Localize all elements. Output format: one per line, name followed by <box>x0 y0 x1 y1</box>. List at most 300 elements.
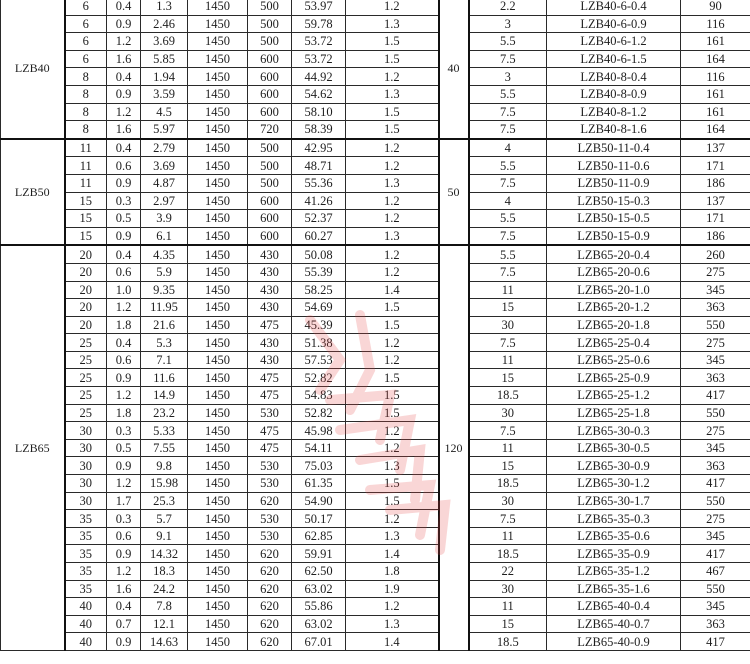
flow-cell: 8 <box>65 68 107 86</box>
efficiency-cell: 58.25 <box>292 281 346 299</box>
head-cell: 0.4 <box>107 598 141 616</box>
price-cell: 164 <box>681 50 750 68</box>
power-cell: 5.85 <box>141 50 188 68</box>
motor-power-cell: 7.5 <box>469 510 547 528</box>
npsh-cell: 500 <box>248 139 292 157</box>
npsh-cell: 430 <box>248 245 292 263</box>
power-cell: 14.9 <box>141 387 188 405</box>
weight-cell: 1.3 <box>346 174 439 192</box>
table-row <box>1 334 750 352</box>
weight-cell: 1.5 <box>346 404 439 422</box>
pump-model-cell: LZB40-8-1.6 <box>547 121 681 139</box>
table-row <box>1 245 750 263</box>
pump-model-cell: LZB50-15-0.9 <box>547 227 681 245</box>
price-cell: 275 <box>681 422 750 440</box>
speed-cell: 1450 <box>188 121 248 139</box>
price-cell: 363 <box>681 615 750 633</box>
power-cell: 5.33 <box>141 422 188 440</box>
flow-cell: 6 <box>65 50 107 68</box>
price-cell: 161 <box>681 33 750 51</box>
npsh-cell: 600 <box>248 50 292 68</box>
flow-cell: 30 <box>65 422 107 440</box>
price-cell: 363 <box>681 299 750 317</box>
head-cell: 0.4 <box>107 139 141 157</box>
weight-cell: 1.8 <box>346 563 439 581</box>
price-cell: 186 <box>681 227 750 245</box>
motor-power-cell: 30 <box>469 316 547 334</box>
speed-cell: 1450 <box>188 492 248 510</box>
pump-model-cell: LZB65-35-0.6 <box>547 527 681 545</box>
efficiency-cell: 62.50 <box>292 563 346 581</box>
weight-cell: 1.5 <box>346 369 439 387</box>
table-row <box>1 227 750 245</box>
table-row <box>1 457 750 475</box>
motor-power-cell: 7.5 <box>469 422 547 440</box>
efficiency-cell: 52.82 <box>292 404 346 422</box>
power-cell: 1.3 <box>141 0 188 15</box>
efficiency-cell: 54.90 <box>292 492 346 510</box>
head-cell: 1.2 <box>107 103 141 121</box>
table-row <box>1 157 750 175</box>
motor-power-cell: 7.5 <box>469 334 547 352</box>
motor-power-cell: 3 <box>469 15 547 33</box>
motor-power-cell: 11 <box>469 351 547 369</box>
flow-cell: 35 <box>65 527 107 545</box>
head-cell: 0.9 <box>107 174 141 192</box>
motor-power-cell: 18.5 <box>469 387 547 405</box>
motor-power-cell: 18.5 <box>469 633 547 651</box>
speed-cell: 1450 <box>188 387 248 405</box>
flow-cell: 40 <box>65 598 107 616</box>
pump-model-cell: LZB65-40-0.9 <box>547 633 681 651</box>
table-row <box>1 369 750 387</box>
pump-model-cell: LZB40-8-1.2 <box>547 103 681 121</box>
price-cell: 186 <box>681 174 750 192</box>
power-cell: 11.6 <box>141 369 188 387</box>
pump-model-cell: LZB65-30-0.5 <box>547 439 681 457</box>
pump-model-cell: LZB65-30-1.7 <box>547 492 681 510</box>
flow-cell: 35 <box>65 563 107 581</box>
npsh-cell: 620 <box>248 615 292 633</box>
weight-cell: 1.2 <box>346 334 439 352</box>
head-cell: 0.9 <box>107 85 141 103</box>
npsh-cell: 600 <box>248 210 292 228</box>
power-cell: 9.8 <box>141 457 188 475</box>
price-cell: 467 <box>681 563 750 581</box>
table-row <box>1 139 750 157</box>
price-cell: 345 <box>681 527 750 545</box>
pump-model-cell: LZB40-6-1.2 <box>547 33 681 51</box>
flow-cell: 35 <box>65 510 107 528</box>
price-cell: 417 <box>681 387 750 405</box>
weight-cell: 1.4 <box>346 281 439 299</box>
pump-model-cell: LZB40-6-0.9 <box>547 15 681 33</box>
power-cell: 5.9 <box>141 263 188 281</box>
table-row <box>1 615 750 633</box>
efficiency-cell: 50.17 <box>292 510 346 528</box>
efficiency-cell: 59.78 <box>292 15 346 33</box>
efficiency-cell: 54.69 <box>292 299 346 317</box>
weight-cell: 1.2 <box>346 0 439 15</box>
table-row <box>1 121 750 139</box>
pump-model-cell: LZB65-20-1.0 <box>547 281 681 299</box>
power-cell: 7.55 <box>141 439 188 457</box>
weight-cell: 1.5 <box>346 121 439 139</box>
pump-model-cell: LZB65-30-1.2 <box>547 475 681 493</box>
motor-power-cell: 7.5 <box>469 174 547 192</box>
power-cell: 9.1 <box>141 527 188 545</box>
efficiency-cell: 53.72 <box>292 50 346 68</box>
speed-cell: 1450 <box>188 299 248 317</box>
head-cell: 0.5 <box>107 439 141 457</box>
pump-model-cell: LZB65-25-1.8 <box>547 404 681 422</box>
weight-cell: 1.5 <box>346 387 439 405</box>
price-cell: 171 <box>681 157 750 175</box>
pump-model-cell: LZB65-40-0.4 <box>547 598 681 616</box>
speed-cell: 1450 <box>188 598 248 616</box>
pump-model-cell: LZB65-35-1.2 <box>547 563 681 581</box>
price-cell: 116 <box>681 68 750 86</box>
power-cell: 3.69 <box>141 157 188 175</box>
flow-cell: 15 <box>65 227 107 245</box>
pump-model-cell: LZB40-8-0.9 <box>547 85 681 103</box>
price-cell: 345 <box>681 598 750 616</box>
npsh-cell: 475 <box>248 369 292 387</box>
flow-cell: 25 <box>65 369 107 387</box>
pump-model-cell: LZB40-6-1.5 <box>547 50 681 68</box>
pump-model-cell: LZB65-25-0.6 <box>547 351 681 369</box>
flow-cell: 20 <box>65 263 107 281</box>
speed-cell: 1450 <box>188 139 248 157</box>
price-cell: 90 <box>681 0 750 15</box>
speed-cell: 1450 <box>188 0 248 15</box>
motor-power-cell: 5.5 <box>469 33 547 51</box>
pump-model-cell: LZB65-30-0.9 <box>547 457 681 475</box>
npsh-cell: 620 <box>248 545 292 563</box>
head-cell: 0.6 <box>107 157 141 175</box>
efficiency-cell: 57.53 <box>292 351 346 369</box>
motor-power-cell: 15 <box>469 369 547 387</box>
npsh-cell: 475 <box>248 422 292 440</box>
speed-cell: 1450 <box>188 103 248 121</box>
efficiency-cell: 42.95 <box>292 139 346 157</box>
motor-power-cell: 30 <box>469 492 547 510</box>
weight-cell: 1.2 <box>346 157 439 175</box>
head-cell: 0.7 <box>107 615 141 633</box>
npsh-cell: 600 <box>248 227 292 245</box>
npsh-cell: 600 <box>248 192 292 210</box>
speed-cell: 1450 <box>188 245 248 263</box>
price-cell: 363 <box>681 457 750 475</box>
speed-cell: 1450 <box>188 633 248 651</box>
speed-cell: 1450 <box>188 68 248 86</box>
power-cell: 3.9 <box>141 210 188 228</box>
price-cell: 363 <box>681 369 750 387</box>
flow-cell: 15 <box>65 210 107 228</box>
flow-cell: 25 <box>65 404 107 422</box>
flow-cell: 11 <box>65 174 107 192</box>
speed-cell: 1450 <box>188 227 248 245</box>
head-cell: 1.8 <box>107 404 141 422</box>
speed-cell: 1450 <box>188 351 248 369</box>
npsh-cell: 530 <box>248 510 292 528</box>
table-row <box>1 210 750 228</box>
motor-power-cell: 22 <box>469 563 547 581</box>
head-cell: 1.8 <box>107 316 141 334</box>
port-size-cell: 120 <box>439 245 469 650</box>
pump-model-cell: LZB50-11-0.6 <box>547 157 681 175</box>
flow-cell: 8 <box>65 85 107 103</box>
npsh-cell: 620 <box>248 598 292 616</box>
speed-cell: 1450 <box>188 439 248 457</box>
head-cell: 0.9 <box>107 369 141 387</box>
npsh-cell: 620 <box>248 580 292 598</box>
npsh-cell: 530 <box>248 475 292 493</box>
flow-cell: 30 <box>65 439 107 457</box>
efficiency-cell: 53.72 <box>292 33 346 51</box>
motor-power-cell: 7.5 <box>469 103 547 121</box>
weight-cell: 1.2 <box>346 351 439 369</box>
pump-model-cell: LZB50-15-0.3 <box>547 192 681 210</box>
npsh-cell: 475 <box>248 387 292 405</box>
npsh-cell: 430 <box>248 299 292 317</box>
head-cell: 0.9 <box>107 457 141 475</box>
price-cell: 417 <box>681 475 750 493</box>
table-row <box>1 439 750 457</box>
weight-cell: 1.3 <box>346 457 439 475</box>
efficiency-cell: 51.38 <box>292 334 346 352</box>
flow-cell: 20 <box>65 299 107 317</box>
pump-model-cell: LZB65-35-0.3 <box>547 510 681 528</box>
series-model-cell: LZB40 <box>1 0 65 139</box>
pump-model-cell: LZB40-8-0.4 <box>547 68 681 86</box>
power-cell: 7.8 <box>141 598 188 616</box>
efficiency-cell: 55.39 <box>292 263 346 281</box>
head-cell: 0.6 <box>107 351 141 369</box>
head-cell: 1.2 <box>107 563 141 581</box>
weight-cell: 1.2 <box>346 598 439 616</box>
table-row <box>1 545 750 563</box>
price-cell: 275 <box>681 263 750 281</box>
speed-cell: 1450 <box>188 422 248 440</box>
power-cell: 25.3 <box>141 492 188 510</box>
head-cell: 0.3 <box>107 422 141 440</box>
npsh-cell: 500 <box>248 174 292 192</box>
weight-cell: 1.5 <box>346 103 439 121</box>
motor-power-cell: 15 <box>469 457 547 475</box>
head-cell: 1.2 <box>107 33 141 51</box>
efficiency-cell: 54.11 <box>292 439 346 457</box>
efficiency-cell: 75.03 <box>292 457 346 475</box>
motor-power-cell: 5.5 <box>469 85 547 103</box>
power-cell: 4.5 <box>141 103 188 121</box>
power-cell: 21.6 <box>141 316 188 334</box>
power-cell: 1.94 <box>141 68 188 86</box>
price-cell: 275 <box>681 334 750 352</box>
weight-cell: 1.5 <box>346 316 439 334</box>
weight-cell: 1.5 <box>346 492 439 510</box>
table-row <box>1 192 750 210</box>
price-cell: 137 <box>681 139 750 157</box>
head-cell: 1.2 <box>107 299 141 317</box>
pump-model-cell: LZB65-40-0.7 <box>547 615 681 633</box>
npsh-cell: 500 <box>248 157 292 175</box>
efficiency-cell: 50.08 <box>292 245 346 263</box>
price-cell: 417 <box>681 633 750 651</box>
efficiency-cell: 60.27 <box>292 227 346 245</box>
speed-cell: 1450 <box>188 174 248 192</box>
table-row <box>1 174 750 192</box>
table-row <box>1 563 750 581</box>
weight-cell: 1.5 <box>346 50 439 68</box>
pump-model-cell: LZB50-11-0.9 <box>547 174 681 192</box>
spec-table-body <box>1 0 750 650</box>
weight-cell: 1.2 <box>346 139 439 157</box>
speed-cell: 1450 <box>188 192 248 210</box>
npsh-cell: 475 <box>248 439 292 457</box>
power-cell: 5.3 <box>141 334 188 352</box>
price-cell: 137 <box>681 192 750 210</box>
weight-cell: 1.3 <box>346 15 439 33</box>
flow-cell: 25 <box>65 387 107 405</box>
motor-power-cell: 18.5 <box>469 475 547 493</box>
power-cell: 18.3 <box>141 563 188 581</box>
table-row <box>1 387 750 405</box>
motor-power-cell: 3 <box>469 68 547 86</box>
motor-power-cell: 11 <box>469 281 547 299</box>
table-row <box>1 475 750 493</box>
motor-power-cell: 7.5 <box>469 121 547 139</box>
speed-cell: 1450 <box>188 615 248 633</box>
flow-cell: 11 <box>65 139 107 157</box>
motor-power-cell: 15 <box>469 299 547 317</box>
table-row <box>1 527 750 545</box>
head-cell: 0.4 <box>107 334 141 352</box>
weight-cell: 1.2 <box>346 192 439 210</box>
price-cell: 116 <box>681 15 750 33</box>
table-row <box>1 263 750 281</box>
weight-cell: 1.2 <box>346 439 439 457</box>
speed-cell: 1450 <box>188 263 248 281</box>
table-row <box>1 580 750 598</box>
efficiency-cell: 52.82 <box>292 369 346 387</box>
flow-cell: 8 <box>65 121 107 139</box>
flow-cell: 25 <box>65 334 107 352</box>
power-cell: 9.35 <box>141 281 188 299</box>
npsh-cell: 600 <box>248 85 292 103</box>
weight-cell: 1.3 <box>346 615 439 633</box>
power-cell: 15.98 <box>141 475 188 493</box>
price-cell: 164 <box>681 121 750 139</box>
weight-cell: 1.2 <box>346 510 439 528</box>
motor-power-cell: 7.5 <box>469 227 547 245</box>
speed-cell: 1450 <box>188 85 248 103</box>
head-cell: 0.9 <box>107 15 141 33</box>
table-row <box>1 316 750 334</box>
efficiency-cell: 67.01 <box>292 633 346 651</box>
table-row <box>1 299 750 317</box>
motor-power-cell: 7.5 <box>469 263 547 281</box>
power-cell: 4.35 <box>141 245 188 263</box>
npsh-cell: 430 <box>248 263 292 281</box>
flow-cell: 11 <box>65 157 107 175</box>
efficiency-cell: 54.83 <box>292 387 346 405</box>
motor-power-cell: 11 <box>469 598 547 616</box>
weight-cell: 1.5 <box>346 299 439 317</box>
speed-cell: 1450 <box>188 475 248 493</box>
power-cell: 2.46 <box>141 15 188 33</box>
table-row <box>1 510 750 528</box>
speed-cell: 1450 <box>188 563 248 581</box>
npsh-cell: 620 <box>248 563 292 581</box>
price-cell: 260 <box>681 245 750 263</box>
flow-cell: 8 <box>65 103 107 121</box>
head-cell: 0.4 <box>107 245 141 263</box>
speed-cell: 1450 <box>188 580 248 598</box>
pump-model-cell: LZB65-25-0.9 <box>547 369 681 387</box>
weight-cell: 1.2 <box>346 245 439 263</box>
npsh-cell: 430 <box>248 281 292 299</box>
speed-cell: 1450 <box>188 334 248 352</box>
series-model-cell: LZB65 <box>1 245 65 650</box>
efficiency-cell: 48.71 <box>292 157 346 175</box>
speed-cell: 1450 <box>188 545 248 563</box>
efficiency-cell: 62.85 <box>292 527 346 545</box>
head-cell: 1.7 <box>107 492 141 510</box>
pump-model-cell: LZB65-25-0.4 <box>547 334 681 352</box>
flow-cell: 30 <box>65 457 107 475</box>
npsh-cell: 530 <box>248 404 292 422</box>
weight-cell: 1.2 <box>346 422 439 440</box>
head-cell: 0.5 <box>107 210 141 228</box>
motor-power-cell: 4 <box>469 192 547 210</box>
npsh-cell: 500 <box>248 0 292 15</box>
efficiency-cell: 63.02 <box>292 580 346 598</box>
efficiency-cell: 45.98 <box>292 422 346 440</box>
table-row <box>1 598 750 616</box>
npsh-cell: 620 <box>248 633 292 651</box>
head-cell: 1.6 <box>107 50 141 68</box>
efficiency-cell: 63.02 <box>292 615 346 633</box>
motor-power-cell: 18.5 <box>469 545 547 563</box>
speed-cell: 1450 <box>188 369 248 387</box>
flow-cell: 20 <box>65 316 107 334</box>
npsh-cell: 600 <box>248 103 292 121</box>
flow-cell: 15 <box>65 192 107 210</box>
weight-cell: 1.3 <box>346 85 439 103</box>
flow-cell: 6 <box>65 0 107 15</box>
head-cell: 0.4 <box>107 0 141 15</box>
price-cell: 161 <box>681 103 750 121</box>
pump-model-cell: LZB65-20-0.4 <box>547 245 681 263</box>
price-cell: 275 <box>681 510 750 528</box>
efficiency-cell: 55.36 <box>292 174 346 192</box>
efficiency-cell: 55.86 <box>292 598 346 616</box>
pump-model-cell: LZB50-15-0.5 <box>547 210 681 228</box>
head-cell: 0.3 <box>107 510 141 528</box>
head-cell: 0.9 <box>107 545 141 563</box>
speed-cell: 1450 <box>188 281 248 299</box>
motor-power-cell: 11 <box>469 527 547 545</box>
npsh-cell: 500 <box>248 15 292 33</box>
head-cell: 0.6 <box>107 263 141 281</box>
weight-cell: 1.9 <box>346 580 439 598</box>
power-cell: 11.95 <box>141 299 188 317</box>
flow-cell: 35 <box>65 580 107 598</box>
price-cell: 345 <box>681 351 750 369</box>
table-row <box>1 0 750 15</box>
pump-model-cell: LZB40-6-0.4 <box>547 0 681 15</box>
